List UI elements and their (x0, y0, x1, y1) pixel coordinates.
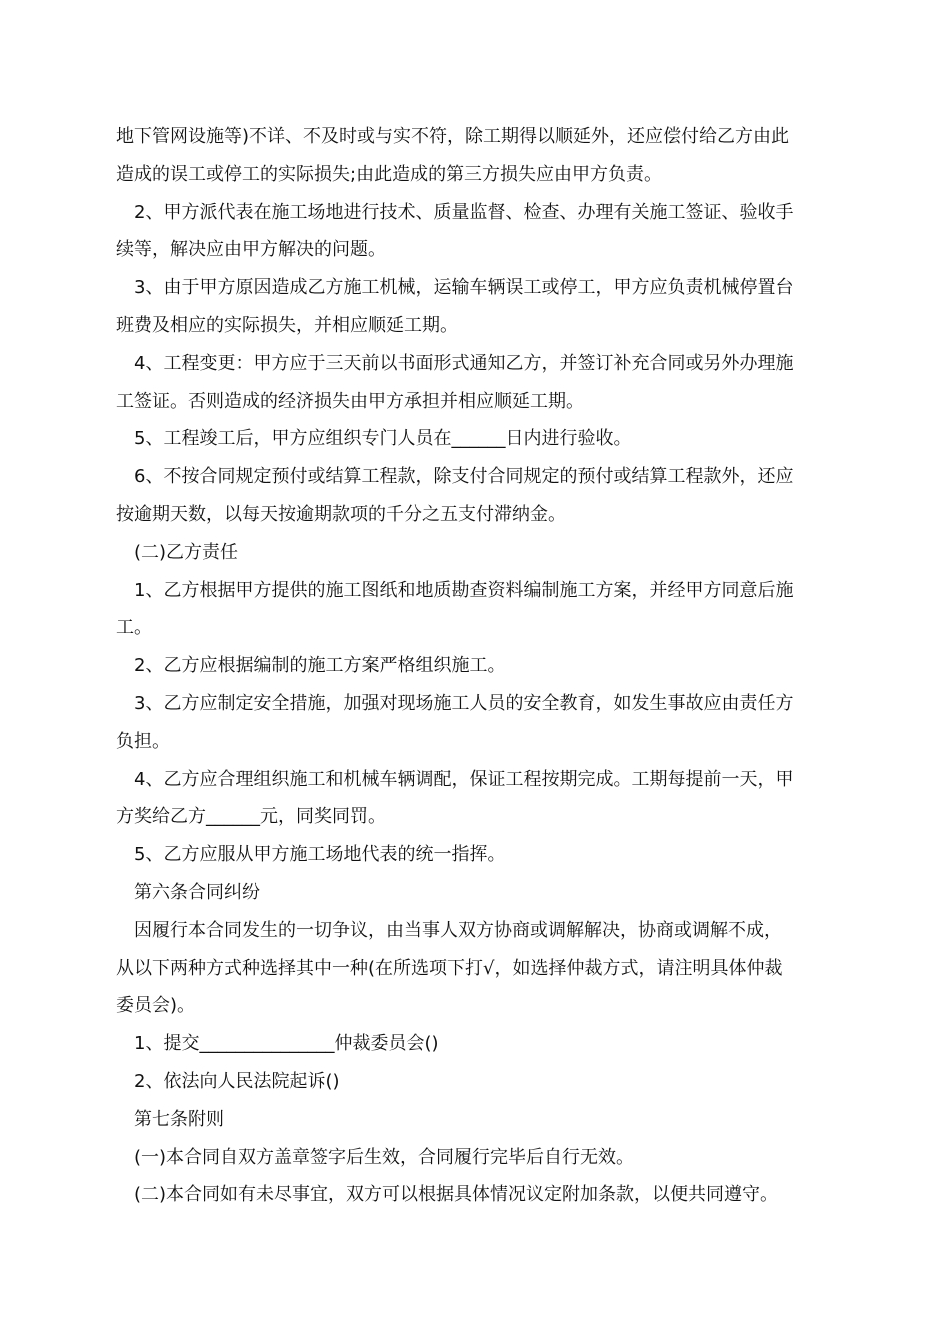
text-line: 工签证。否则造成的经济损失由甲方承担并相应顺延工期。 (116, 390, 584, 412)
text-line: 2、甲方派代表在施工场地进行技术、质量监督、检查、办理有关施工签证、验收手 (134, 201, 794, 223)
text-line: 按逾期天数，以每天按逾期款项的千分之五支付滞纳金。 (116, 503, 566, 525)
text-line: 第六条合同纠纷 (134, 881, 260, 903)
article-7-clause-1 (116, 1139, 836, 1177)
text-line: (一)本合同自双方盖章签字后生效，合同履行完毕后自行无效。 (134, 1146, 635, 1168)
text-line: 委员会)。 (116, 995, 196, 1017)
text-line: 1、提交_______________仲裁委员会() (134, 1033, 439, 1055)
clause-party-a-6 (116, 458, 836, 534)
text-line: 2、依法向人民法院起诉() (134, 1070, 340, 1092)
text-line: 方奖给乙方______元，同奖同罚。 (116, 806, 386, 828)
text-line: 负担。 (116, 730, 170, 752)
clause-party-a-2 (116, 194, 836, 270)
article-6-option-2 (116, 1063, 836, 1101)
text-line: 从以下两种方式种选择其中一种(在所选项下打√，如选择仲裁方式，请注明具体仲裁 (116, 957, 783, 979)
text-line: 3、由于甲方原因造成乙方施工机械，运输车辆误工或停工，甲方应负责机械停置台 (134, 277, 794, 299)
clause-party-b-5 (116, 836, 836, 874)
text-line: 2、乙方应根据编制的施工方案严格组织施工。 (134, 655, 506, 677)
clause-party-b-3 (116, 685, 836, 761)
text-line: 造成的误工或停工的实际损失;由此造成的第三方损失应由甲方负责。 (116, 163, 663, 185)
text-line: 4、乙方应合理组织施工和机械车辆调配，保证工程按期完成。工期每提前一天，甲 (134, 768, 794, 790)
clause-party-b-1 (116, 572, 836, 648)
paragraph-continuation (116, 118, 836, 194)
clause-party-b-2 (116, 647, 836, 685)
text-line: (二)本合同如有未尽事宜，双方可以根据具体情况议定附加条款，以便共同遵守。 (134, 1184, 779, 1206)
text-line: 因履行本合同发生的一切争议，由当事人双方协商或调解解决，协商或调解不成， (134, 919, 782, 941)
article-6-heading (116, 874, 836, 912)
text-line: 第七条附则 (134, 1108, 224, 1130)
text-line: 地下管网设施等)不详、不及时或与实不符，除工期得以顺延外，还应偿付给乙方由此 (116, 126, 790, 147)
text-line: 5、乙方应服从甲方施工场地代表的统一指挥。 (134, 844, 506, 866)
clause-party-a-5 (116, 420, 836, 458)
text-line: (二)乙方责任 (134, 541, 239, 563)
article-6-body (116, 912, 836, 1025)
text-line: 续等，解决应由甲方解决的问题。 (116, 239, 386, 261)
text-line: 4、工程变更：甲方应于三天前以书面形式通知乙方，并签订补充合同或另外办理施 (134, 352, 794, 374)
text-line: 6、不按合同规定预付或结算工程款，除支付合同规定的预付或结算工程款外，还应 (134, 466, 794, 488)
article-7-clause-2 (116, 1176, 836, 1214)
article-7-heading (116, 1101, 836, 1139)
text-line: 班费及相应的实际损失，并相应顺延工期。 (116, 314, 458, 336)
text-line: 5、工程竣工后，甲方应组织专门人员在______日内进行验收。 (134, 428, 632, 450)
article-6-option-1 (116, 1025, 836, 1063)
text-line: 1、乙方根据甲方提供的施工图纸和地质勘查资料编制施工方案，并经甲方同意后施 (134, 579, 794, 601)
clause-party-b-4 (116, 761, 836, 837)
clause-party-a-3 (116, 269, 836, 345)
text-line: 3、乙方应制定安全措施，加强对现场施工人员的安全教育，如发生事故应由责任方 (134, 692, 794, 714)
document-body (116, 118, 836, 1214)
section-heading-party-b (116, 534, 836, 572)
clause-party-a-4 (116, 345, 836, 421)
text-line: 工。 (116, 617, 152, 639)
